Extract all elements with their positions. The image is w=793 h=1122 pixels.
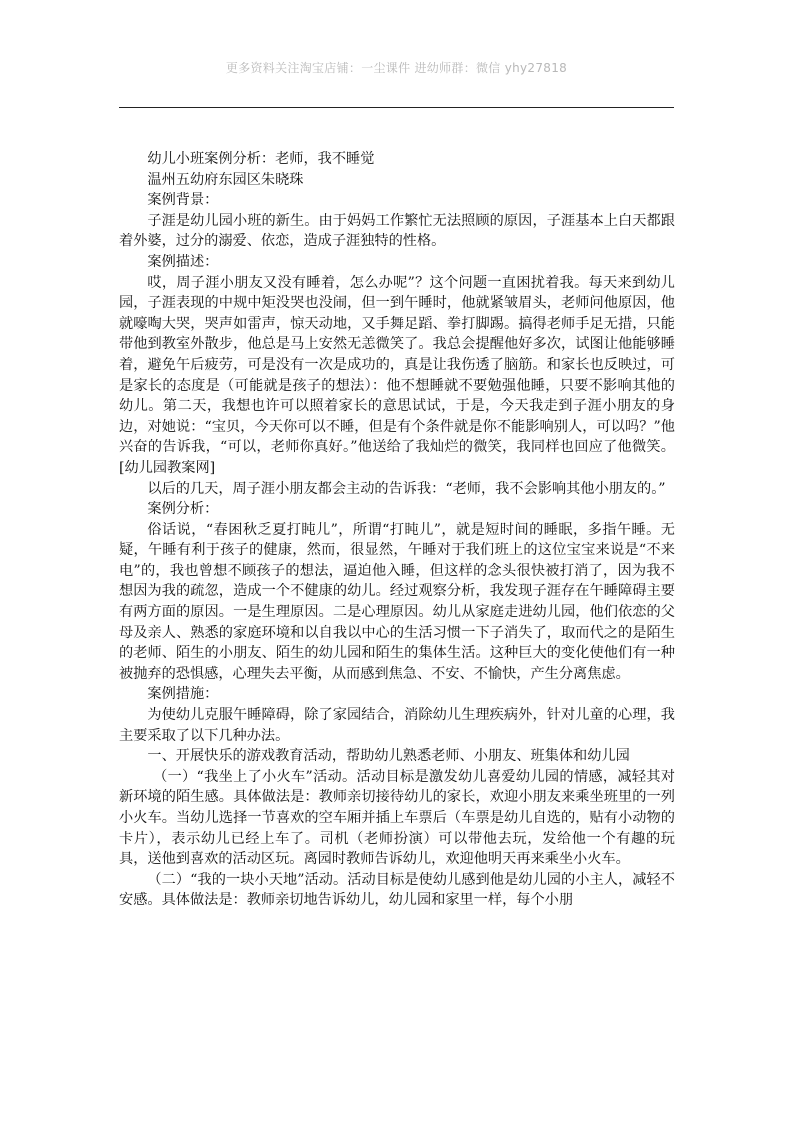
item1-sub1-paragraph: （一）“我坐上了小火车”活动。活动目标是激发幼儿喜爱幼儿园的情感，减轻其对新环境的陌生感。具体做法是：教师亲切接待幼儿的家长，欢迎小朋友来乘坐班里的一列小火车。当幼儿选择一节喜欢的空车厢并插上车票后（车票是幼儿自选的，贴有小动物的卡片），表示幼儿已经上车了。司机（老师扮演）可以带他去玩，发给他一个有趣的玩具，送他到喜欢的活动区玩。离园时教师告诉幼儿，欢迎他明天再来乘坐小火车。 [119,768,675,868]
background-paragraph: 子涯是幼儿园小班的新生。由于妈妈工作繁忙无法照顾的原因，子涯基本上白天都跟着外婆，过分的溺爱、依恋，造成子涯独特的性格。 [119,212,675,250]
document-body [119,149,675,911]
description-paragraph: 哎，周子涯小朋友又没有睡着，怎么办呢”？这个问题一直困扰着我。每天来到幼儿园，子涯表现的中规中矩没哭也没闹，但一到午睡时，他就紧皱眉头，老师问他原因，他就嚎啕大哭，哭声如雷声，惊天动地，又手舞足蹈、拳打脚踢。搞得老师手足无措，只能带他到教室外散步，他总是马上安然无恙微笑了。我总会提醒他好多次，试图让他能够睡着，避免午后疲劳，可是没有一次是成功的，真是让我伤透了脑筋。和家长也反映过，可是家长的态度是（可能就是孩子的想法）：他不想睡就不要勉强他睡，只要不影响其他的幼儿。第二天，我想也许可以照着家长的意思试试，于是，今天我走到子涯小朋友的身边，对她说：“宝贝，今天你可以不睡，但是有个条件就是你不能影响别人，可以吗？”他兴奋的告诉我，“可以，老师你真好。”他送给了我灿烂的微笑，我同样也回应了他微笑。[幼儿园教案网] [119,274,675,476]
analysis-paragraph: 俗话说，“春困秋乏夏打盹儿”，所谓“打盹儿”，就是短时间的睡眠，多指午睡。无疑，午睡有利于孩子的健康，然而，很显然，午睡对于我们班上的这位宝宝来说是“不来电”的，我也曾想不顾孩子的想法，逼迫他入睡，但这样的念头很快被打消了，因为我不想因为我的疏忽，造成一个不健康的幼儿。经过观察分析，我发现子涯存在午睡障碍主要有两方面的原因。一是生理原因。二是心理原因。幼儿从家庭走进幼儿园，他们依恋的父母及亲人、熟悉的家庭环境和以自我以中心的生活习惯一下子消失了，取而代之的是陌生的老师、陌生的小朋友、陌生的幼儿园和陌生的集体生活。这种巨大的变化使他们有一种被抛弃的恐惧感，心理失去平衡，从而感到焦急、不安、不愉快，产生分离焦虑。 [119,521,675,682]
page-header: 更多资料关注淘宝店铺：一尘课件 进幼师群：微信 yhy27818 [225,61,568,75]
background-heading: 案例背景： [147,192,219,209]
document-author: 温州五幼府东园区朱晓珠 [147,171,304,188]
item1-sub2-paragraph: （二）“我的一块小天地”活动。活动目标是使幼儿感到他是幼儿园的小主人，减轻不安感。具体做法是：教师亲切地告诉幼儿，幼儿园和家里一样，每个小朋 [119,871,675,909]
after-paragraph: 以后的几天，周子涯小朋友都会主动的告诉我：“老师，我不会影响其他小朋友的。” [147,480,666,497]
measures-heading: 案例措施： [147,686,219,703]
analysis-heading: 案例分析： [147,501,219,518]
document-title: 幼儿小班案例分析：老师，我不睡觉 [147,151,375,167]
item1-heading: 一、开展快乐的游戏教育活动，帮助幼儿熟悉老师、小朋友、班集体和幼儿园 [147,748,630,765]
header-divider [119,107,674,108]
measures-paragraph: 为使幼儿克服午睡障碍，除了家园结合，消除幼儿生理疾病外，针对儿童的心理，我主要采取了以下几种办法。 [119,707,675,744]
description-heading: 案例描述： [147,253,219,270]
